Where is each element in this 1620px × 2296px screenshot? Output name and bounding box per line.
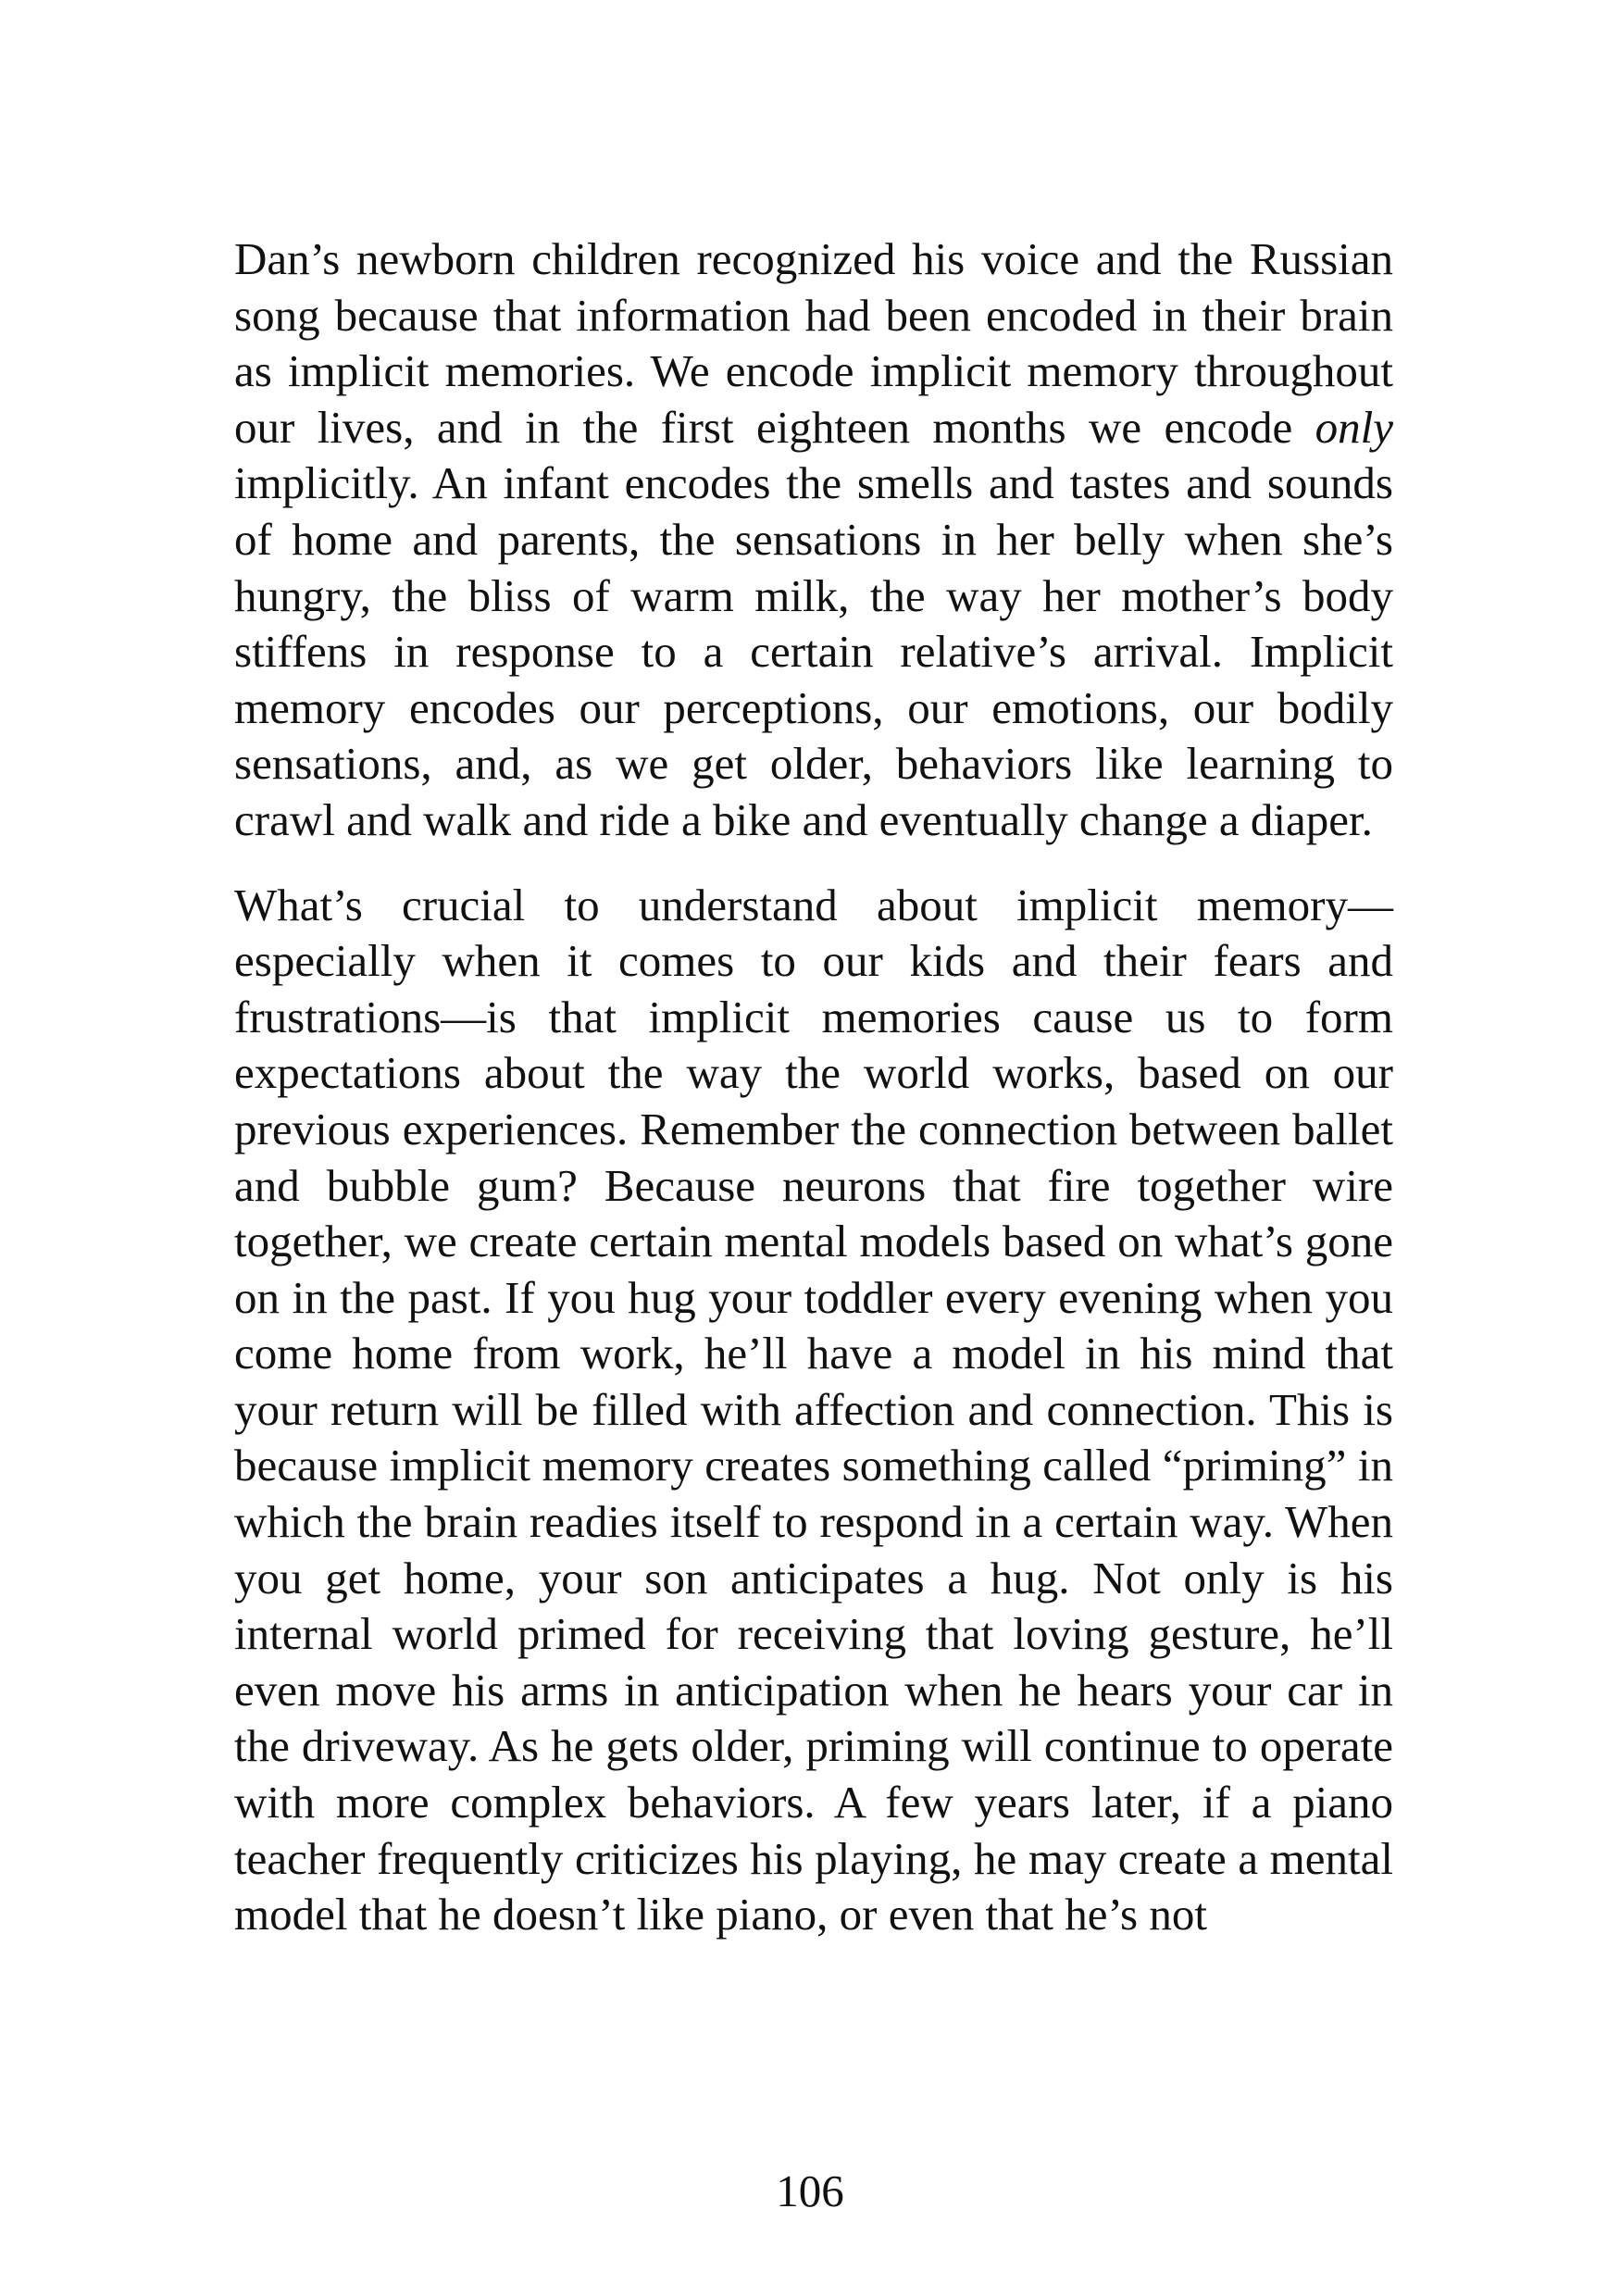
paragraph-2: What’s crucial to understand about implicit memory—especially when it comes to our kids and their fears and frustrations—is that implicit memories cause us to form expectations about the way the world works, based on our previous experiences. Remember the connection between ballet and bubble gum? Because neurons that fire together wire together, we create certain mental models based on what’s gone on in the past. If you hug your toddler every evening when you come home from work, he’ll have a model in his mind that your return will be filled with affection and connection. This is because implicit memory creates something called “priming” in which the brain readies itself to respond in a certain way. When you get home, your son anticipates a hug. Not only is his internal world primed for receiving that loving gesture, he’ll even move his arms in anticipation when he hears your car in the driveway. As he gets older, priming will continue to operate with more complex behaviors. A few years later, if a piano teacher frequently criticizes his playing, he may create a mental model that he doesn’t like piano, or even that he’s not bbox=[234, 879, 1393, 1940]
emphasis-only: only bbox=[1315, 401, 1393, 453]
paragraph-1-text-start: Dan’s newborn children recognized his voice and the Russian song because that information had been encoded in their brain as implicit memories. We encode implicit memory throughout our lives, and in the first eighteen months we encode bbox=[234, 233, 1393, 453]
page-number: 106 bbox=[776, 2165, 844, 2216]
page-body bbox=[234, 231, 1393, 1943]
paragraph-1 bbox=[234, 231, 1393, 849]
paragraph-1-text-end: implicitly. An infant encodes the smells and tastes and sounds of home and parents, the sensations in her belly when she’s hungry, the bliss of warm milk, the way her mother’s body stiffens in response to a certain relative’s arrival. Implicit memory encodes our perceptions, our emotions, our bodily sensations, and, as we get older, behaviors like learning to crawl and walk and ride a bike and eventually change a diaper. bbox=[234, 457, 1393, 845]
